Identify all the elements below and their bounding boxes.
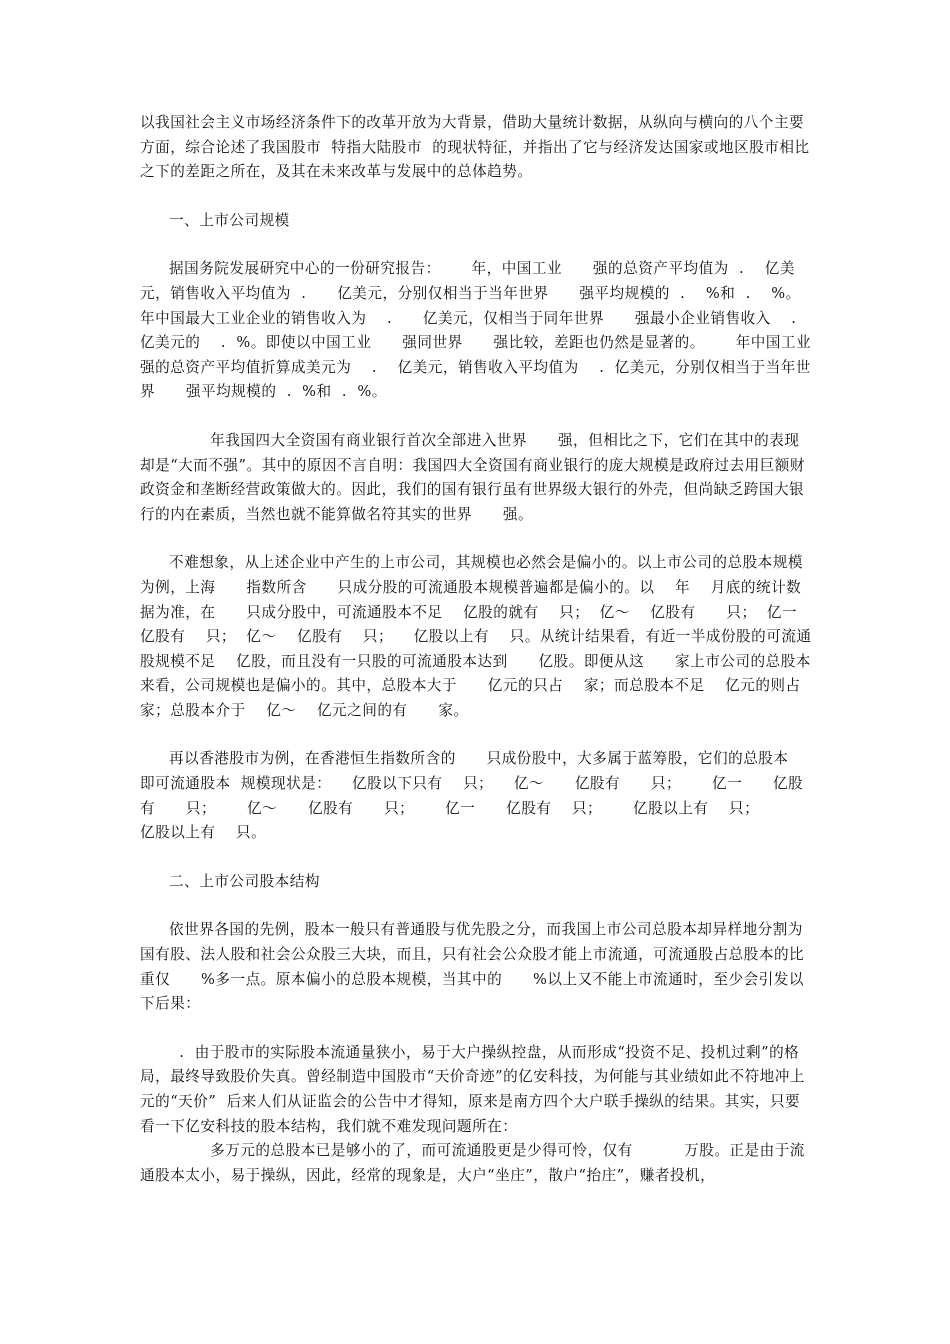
paragraph-consequence-one: . 由于股市的实际股本流通量狭小，易于大户操纵控盘，从而形成“投资不足、投机过剩”的格局，最终导致股价失真。曾经制造中国股市“天价奇迹”的亿安科技，为何能与其业绩如此不符地冲上 元的“天价” 后来人们从证监会的公告中才得知，原来是南方四个大户联手操纵的结果。其实，只要看一下亿安科技的股本结构，我们就不难发现问题所在： (140, 1043, 847, 1135)
paragraph-hong-kong-index: 再以香港股市为例，在香港恒生指数所含的 只成份股中，大多属于蓝筹股，它们的总股本 即可流通股本 规模现状是： 亿股以下只有 只； 亿～ 亿股有 只； 亿一 亿股有 只； 亿～ 亿股有 只； 亿一 亿股有 只； 亿股以上有 只； 亿股以上有 只。 (140, 750, 811, 842)
paragraph-yian-technology: 多万元的总股本已是够小的了，而可流通股更是少得可怜，仅有 万股。正是由于流通股本太小，易于操纵，因此，经常的现象是，大户“坐庄”，散户“抬庄”，赚者投机， (140, 1142, 805, 1184)
paragraph-shanghai-index: 不难想象，从上述企业中产生的上市公司，其规模也必然会是偏小的。以上市公司的总股本规模为例，上海 指数所含 只成分股的可流通股本规模普遍都是偏小的。以 年 月底的统计数据为准，在 只成分股中，可流通股本不足 亿股的就有 只； 亿～ 亿股有 只； 亿一 亿股有 只； 亿～ 亿股有 只； 亿股以上有 只。从统计结果看，有近一半成份股的可流通股规模不足 亿股，而且没有一只股的可流通股本达到 亿股。即便从这 家上市公司的总股本来看，公司规模也是偏小的。其中，总股本大于 亿元的只占 家；而总股本不足 亿元的则占 家；总股本介于 亿～ 亿元之间的有 家。 (140, 554, 832, 719)
paragraph-state-banks: 年我国四大全资国有商业银行首次全部进入世界 强，但相比之下，它们在其中的表现却是“大而不强”。其中的原因不言自明：我国四大全资国有商业银行的庞大规模是政府过去用巨额财政资金和垄断经营政策做大的。因此，我们的国有银行虽有世界级大银行的外壳，但尚缺乏跨国大银行的内在素质，当然也就不能算做名符其实的世界 强。 (140, 431, 805, 523)
intro-paragraph: 以我国社会主义市场经济条件下的改革开放为大背景，借助大量统计数据，从纵向与横向的八个主要方面，综合论述了我国股市 特指大陆股市 的现状特征，并指出了它与经济发达国家或地区股市相比之下的差距之所在，及其在未来改革与发展中的总体趋势。 (140, 114, 810, 181)
paragraph-share-split: 依世界各国的先例，股本一般只有普通股与优先股之分，而我国上市公司总股本却异样地分割为国有股、法人股和社会公众股三大块，而且，只有社会公众股才能上市流通，可流通股占总股本的比重仅 %多一点。原本偏小的总股本规模，当其中的 %以上又不能上市流通时，至少会引发以下后果： (140, 921, 805, 1013)
section-heading-listed-company-scale: 一、上市公司规模 (169, 211, 290, 229)
document-page (140, 111, 847, 1188)
paragraph-research-report: 据国务院发展研究中心的一份研究报告： 年，中国工业 强的总资产平均值为 . 亿美元，销售收入平均值为 . 亿美元，分别仅相当于当年世界 强平均规模的 . %和 . %。 年中国最大工业企业的销售收入为 . 亿美元，仅相当于同年世界 强最小企业销售收入 . 亿美元的 . %。即使以中国工业 强同世界 强比较，差距也仍然是显著的。 年中国工业 强的总资产平均值折算成美元为 . 亿美元，销售收入平均值为 . 亿美元，分别仅相当于当年世界 强平均规模的 . %和 . %。 (140, 260, 842, 401)
section-heading-share-structure: 二、上市公司股本结构 (169, 872, 320, 890)
